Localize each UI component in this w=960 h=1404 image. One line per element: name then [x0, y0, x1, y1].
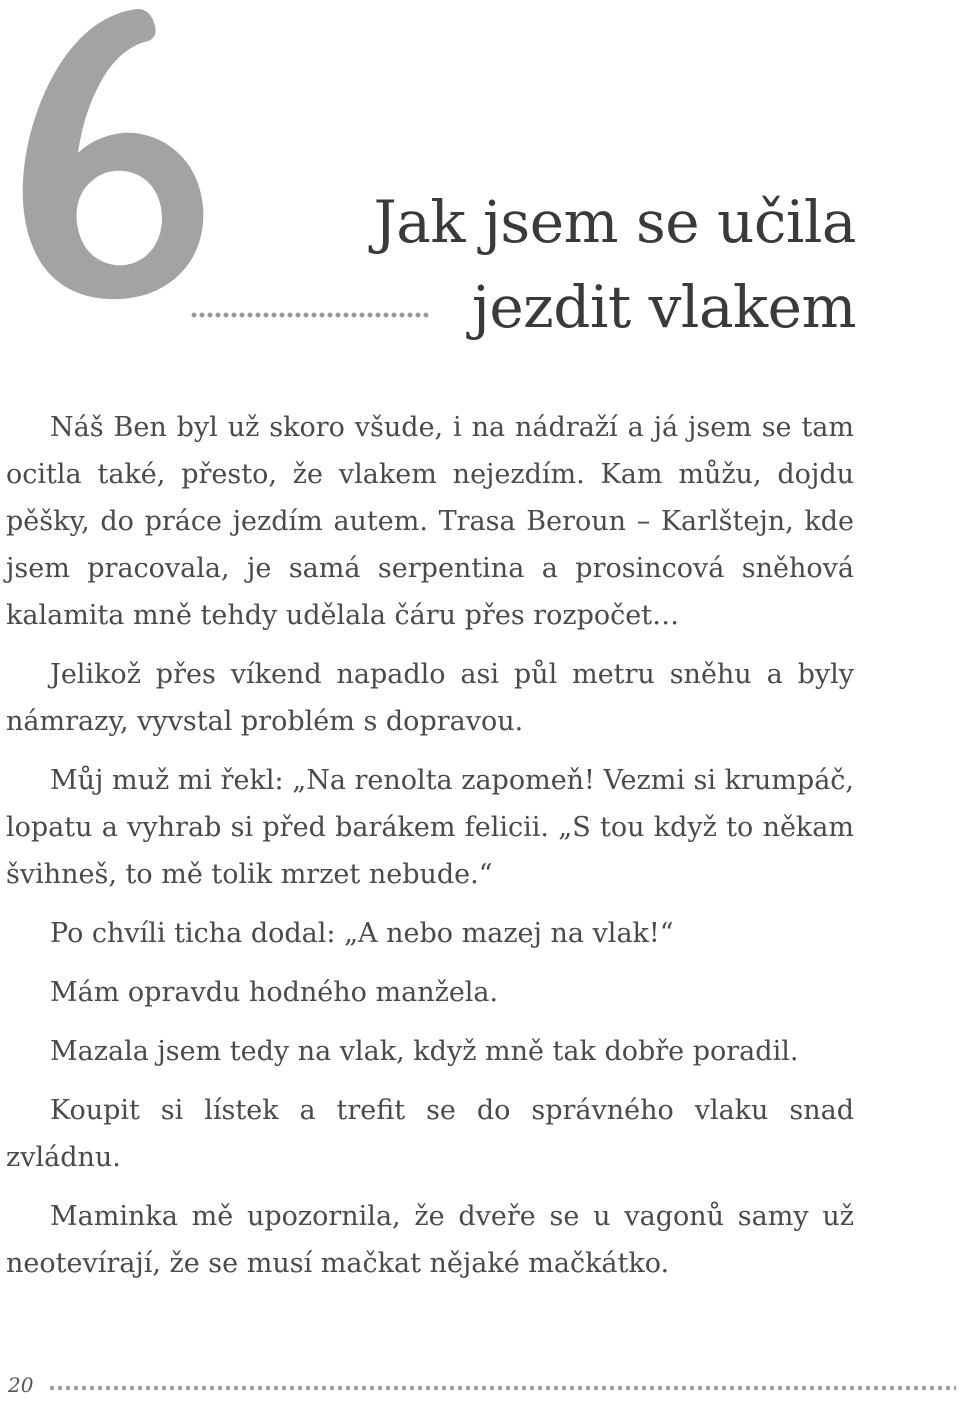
chapter-title-line-2: jezdit vlakem: [471, 273, 856, 341]
chapter-number-graphic: [18, 5, 208, 305]
paragraph: Můj muž mi řekl: „Na renolta zapomeň! Vezmi si krumpáč, lopatu a vyhrab si před barákem felicii. „S tou když to někam švihneš, to mě tolik mrzet nebude.“: [6, 765, 854, 890]
chapter-number-six-glyph: [18, 5, 208, 305]
page-number: 20: [8, 1373, 34, 1397]
paragraph: Koupit si lístek a trefit se do správného vlaku snad zvládnu.: [6, 1095, 854, 1173]
paragraph: Náš Ben byl už skoro všude, i na nádraží a já jsem se tam ocitla také, přesto, že vlakem nejezdím. Kam můžu, dojdu pěšky, do práce jezdím autem. Trasa Beroun – Karlštejn, kde jsem pracovala, je samá serpentina a prosincová sněhová kalamita mně tehdy udělala čáru přes rozpočet…: [6, 412, 854, 631]
paragraph: Maminka mě upozornila, že dveře se u vagonů samy už neotevírají, že se musí mačkat nějaké mačkátko.: [6, 1201, 854, 1279]
paragraph: Mazala jsem tedy na vlak, když mně tak dobře poradil.: [50, 1036, 799, 1067]
paragraph: Po chvíli ticha dodal: „A nebo mazej na vlak!“: [50, 918, 674, 949]
chapter-title-line-1: Jak jsem se učila: [373, 188, 856, 256]
paragraph: Mám opravdu hodného manžela.: [50, 977, 499, 1008]
paragraph: Jelikož přes víkend napadlo asi půl metru sněhu a byly námrazy, vyvstal problém s dopravou.: [6, 659, 854, 737]
chapter-body: [6, 404, 854, 1299]
title-dotted-rule: [190, 309, 430, 321]
footer-dotted-rule: [48, 1383, 956, 1393]
